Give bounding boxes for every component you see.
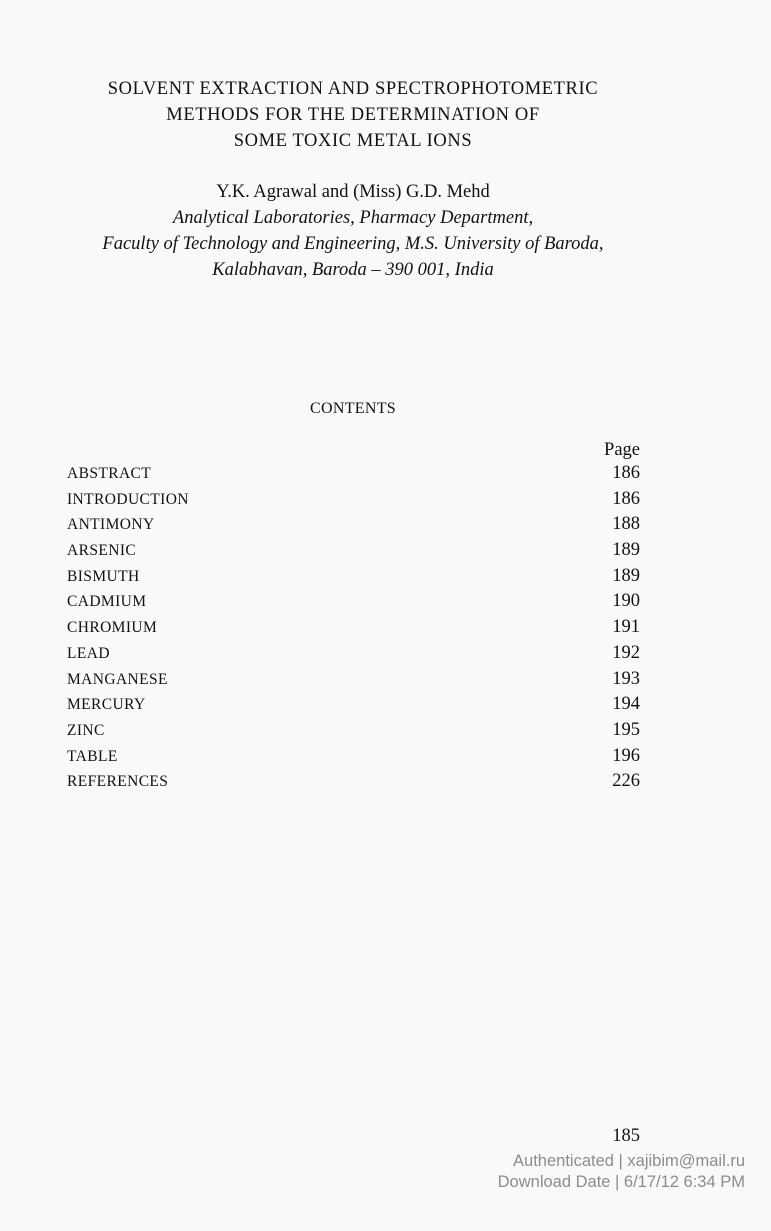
title-line: METHODS FOR THE DETERMINATION OF: [166, 105, 540, 125]
toc-page: 190: [612, 591, 640, 612]
toc-page: 195: [612, 719, 640, 740]
toc-entry-table: [67, 746, 640, 772]
toc-label: MANGANESE: [67, 670, 168, 688]
article-title: [0, 76, 706, 154]
affiliation-line: Faculty of Technology and Engineering, M.S. University of Baroda,: [102, 234, 604, 254]
page-column-header: Page: [604, 440, 640, 460]
toc-entry-antimony: [67, 514, 640, 540]
toc-page: 194: [612, 694, 640, 715]
toc-label: ZINC: [67, 721, 105, 739]
toc-entry-abstract: [67, 463, 640, 489]
toc-page: 193: [612, 668, 640, 689]
title-line: SOLVENT EXTRACTION AND SPECTROPHOTOMETRIC: [107, 79, 599, 99]
authors: Y.K. Agrawal and (Miss) G.D. Mehd: [216, 182, 490, 202]
toc-page: 186: [612, 463, 640, 483]
toc-page: 186: [612, 488, 640, 509]
authentication-watermark: [498, 1151, 745, 1193]
toc-entry-arsenic: [67, 540, 640, 566]
toc-entry-bismuth: [67, 566, 640, 592]
toc-entry-chromium: [67, 617, 640, 643]
toc-label: ARSENIC: [67, 542, 137, 560]
watermark-line-auth: Authenticated | xajibim@mail.ru: [513, 1152, 745, 1170]
toc-label: LEAD: [67, 644, 110, 662]
watermark-line-date: Download Date | 6/17/12 6:34 PM: [497, 1173, 745, 1191]
toc-entry-mercury: [67, 694, 640, 720]
toc-entry-zinc: [67, 720, 640, 746]
toc-entry-lead: [67, 643, 640, 669]
toc-page: 226: [612, 771, 640, 792]
toc-label: MERCURY: [67, 696, 146, 714]
page-number: 185: [612, 1126, 640, 1146]
toc-label: INTRODUCTION: [67, 490, 189, 508]
toc-label: BISMUTH: [67, 567, 140, 585]
toc-page: 189: [612, 565, 640, 586]
toc-label: CADMIUM: [67, 593, 147, 611]
toc-label: ABSTRACT: [67, 465, 152, 482]
toc-page: 191: [612, 617, 640, 638]
affiliation-line: Analytical Laboratories, Pharmacy Department,: [172, 208, 534, 228]
toc-page: 196: [612, 745, 640, 766]
toc-label: CHROMIUM: [67, 619, 158, 637]
contents-heading: CONTENTS: [310, 400, 396, 417]
toc-entry-manganese: [67, 669, 640, 695]
toc-page: 192: [612, 642, 640, 663]
toc-label: TABLE: [67, 747, 118, 765]
toc-entry-cadmium: [67, 591, 640, 617]
toc-page: 188: [612, 514, 640, 535]
toc-page: 189: [612, 540, 640, 561]
toc-label: REFERENCES: [67, 773, 169, 791]
toc-entry-introduction: [67, 489, 640, 515]
toc-label: ANTIMONY: [67, 516, 155, 534]
table-of-contents: [67, 463, 640, 797]
toc-entry-references: [67, 771, 640, 797]
title-line: SOME TOXIC METAL IONS: [233, 131, 473, 151]
affiliation: [0, 205, 706, 283]
affiliation-line: Kalabhavan, Baroda – 390 001, India: [212, 260, 494, 280]
